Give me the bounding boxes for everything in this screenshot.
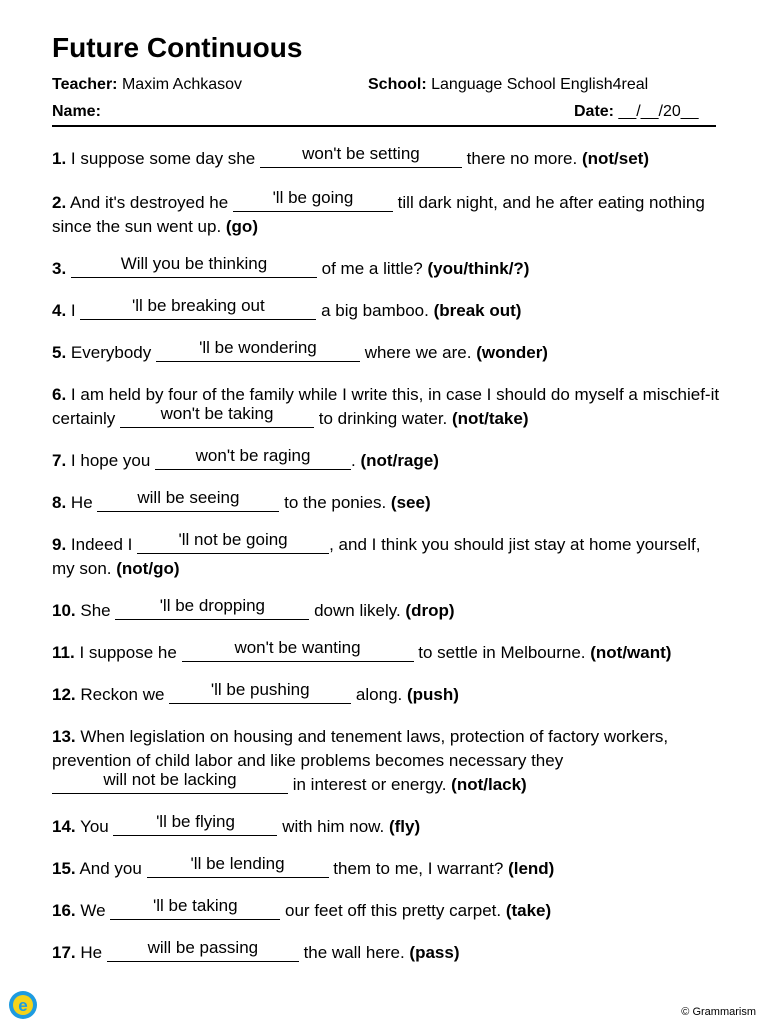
exercise-number: 15. [52,859,76,878]
sentence-end: a big bamboo. [316,301,434,320]
sentence-start: She [80,601,116,620]
answer-text: 'll be pushing [210,680,310,699]
sentence-end: in interest or energy. [288,775,452,794]
sentence-start: I hope you [70,451,156,470]
name-line [52,103,101,121]
answer-blank[interactable] [233,188,393,212]
answer-blank[interactable] [155,446,351,470]
answer-text: 'll be lending [190,854,285,873]
answer-blank[interactable] [110,896,280,920]
verb-hint: (see) [390,493,431,512]
school-label: School: [368,76,427,93]
sentence-end: to settle in Melbourne. [413,643,591,662]
sentence-end: them to me, I warrant? [328,859,509,878]
sentence-start: When legislation on housing and tenement laws, protection of factory workers, prevention of child labor and like problems becomes necessary they [52,727,669,770]
sentence-start: Indeed I [70,535,138,554]
answer-text: 'll not be going [178,530,288,549]
verb-hint: (pass) [409,943,460,962]
exercise-item [52,383,722,431]
exercise-item [52,638,722,665]
answer-blank[interactable] [156,338,360,362]
exercise-number: 6. [52,385,67,404]
sentence-end: our feet off this pretty carpet. [280,901,506,920]
sentence-start: He [70,493,98,512]
exercise-item [52,896,722,923]
exercise-item [52,338,722,365]
exercise-number: 2. [52,193,67,212]
verb-hint: (fly) [388,817,421,836]
sentence-start: I [70,301,81,320]
verb-hint: (take) [505,901,552,920]
exercise-list [52,144,722,983]
answer-blank[interactable] [97,488,279,512]
answer-blank[interactable] [52,770,288,794]
exercise-item [52,446,722,473]
sentence-start: And you [79,859,147,878]
answer-blank[interactable] [115,596,309,620]
verb-hint: (wonder) [476,343,548,362]
sentence-end: along. [351,685,407,704]
teacher-label: Teacher: [52,76,118,93]
sentence-start: Everybody [70,343,156,362]
date-line [574,103,699,121]
verb-hint: (lend) [508,859,555,878]
verb-hint: (drop) [405,601,455,620]
exercise-item [52,680,722,707]
exercise-item [52,296,722,323]
answer-text: 'll be breaking out [132,296,265,315]
answer-blank[interactable] [260,144,462,168]
header-divider [52,125,716,127]
sentence-start: I suppose some day she [70,149,260,168]
verb-hint: (go) [225,217,258,236]
exercise-number: 13. [52,727,76,746]
sentence-end: down likely. [309,601,406,620]
answer-blank[interactable] [120,404,314,428]
exercise-item [52,812,722,839]
teacher-value: Maxim Achkasov [121,76,243,93]
exercise-number: 10. [52,601,76,620]
sentence-end: with him now. [277,817,389,836]
copyright-text: © Grammarism [681,1006,756,1018]
exercise-number: 17. [52,943,76,962]
exercise-number: 14. [52,817,76,836]
verb-hint: (break out) [433,301,522,320]
logo-letter: e [18,996,28,1015]
exercise-item [52,854,722,881]
teacher-line [52,76,242,94]
exercise-item [52,725,722,797]
answer-text: 'll be dropping [159,596,266,615]
worksheet-title: Future Continuous [52,32,303,63]
sentence-start: We [80,901,111,920]
answer-text: will be seeing [137,488,240,507]
exercise-item [52,188,722,239]
sentence-end: of me a little? [316,259,428,278]
name-label: Name: [52,103,101,120]
sentence-start: I am held by four of the family while I write this, in case I should do myself a mischief-it certainly [52,385,720,428]
verb-hint: (push) [406,685,459,704]
answer-blank[interactable] [113,812,277,836]
exercise-number: 4. [52,301,67,320]
answer-blank[interactable] [182,638,414,662]
exercise-number: 5. [52,343,67,362]
exercise-number: 8. [52,493,67,512]
sentence-end: where we are. [359,343,477,362]
exercise-number: 7. [52,451,67,470]
verb-hint: (not/go) [116,559,180,578]
answer-text: 'll be taking [153,896,238,915]
exercise-item [52,488,722,515]
exercise-item [52,530,722,581]
sentence-end: to the ponies. [279,493,391,512]
sentence-start: He [80,943,107,962]
answer-text: 'll be going [272,188,354,207]
exercise-item [52,596,722,623]
exercise-number: 16. [52,901,76,920]
answer-text: Will you be thinking [120,254,268,273]
answer-text: 'll be wondering [199,338,317,357]
sentence-end: to drinking water. [314,409,452,428]
sentence-end: the wall here. [298,943,410,962]
exercise-number: 9. [52,535,67,554]
answer-text: won't be taking [160,404,274,423]
sentence-start: Reckon we [80,685,170,704]
answer-blank[interactable] [107,938,299,962]
answer-blank[interactable] [137,530,329,554]
date-label: Date: [574,103,615,120]
verb-hint: (not/rage) [360,451,439,470]
answer-text: 'll be flying [156,812,235,831]
sentence-end: till dark night, and he after eating nothing since the sun went up. [52,193,705,236]
verb-hint: (not/want) [590,643,672,662]
exercise-number: 12. [52,685,76,704]
sentence-start: I suppose he [79,643,182,662]
answer-text: won't be setting [302,144,420,163]
sentence-end: there no more. [461,149,582,168]
answer-text: will be passing [147,938,259,957]
grammarism-logo-icon [8,990,38,1020]
date-value: __/__/20__ [618,103,699,120]
school-line [368,76,648,94]
exercise-item [52,254,722,281]
verb-hint: (not/set) [581,149,649,168]
answer-text: won't be raging [195,446,311,465]
verb-hint: (not/take) [452,409,529,428]
sentence-end: , and I think you should jist stay at home yourself, my son. [52,535,701,578]
exercise-item [52,144,722,171]
answer-text: will not be lacking [103,770,237,789]
sentence-start: And it's destroyed he [69,193,233,212]
exercise-item [52,938,722,965]
answer-blank[interactable] [80,296,316,320]
school-value: Language School English4real [431,76,649,93]
exercise-number: 3. [52,259,67,278]
answer-blank[interactable] [169,680,351,704]
verb-hint: (you/think/?) [427,259,530,278]
answer-blank[interactable] [71,254,317,278]
answer-blank[interactable] [147,854,329,878]
sentence-start: You [80,817,114,836]
verb-hint: (not/lack) [451,775,527,794]
exercise-number: 1. [52,149,67,168]
exercise-number: 11. [52,643,75,662]
sentence-end: . [351,451,361,470]
answer-text: won't be wanting [234,638,361,657]
